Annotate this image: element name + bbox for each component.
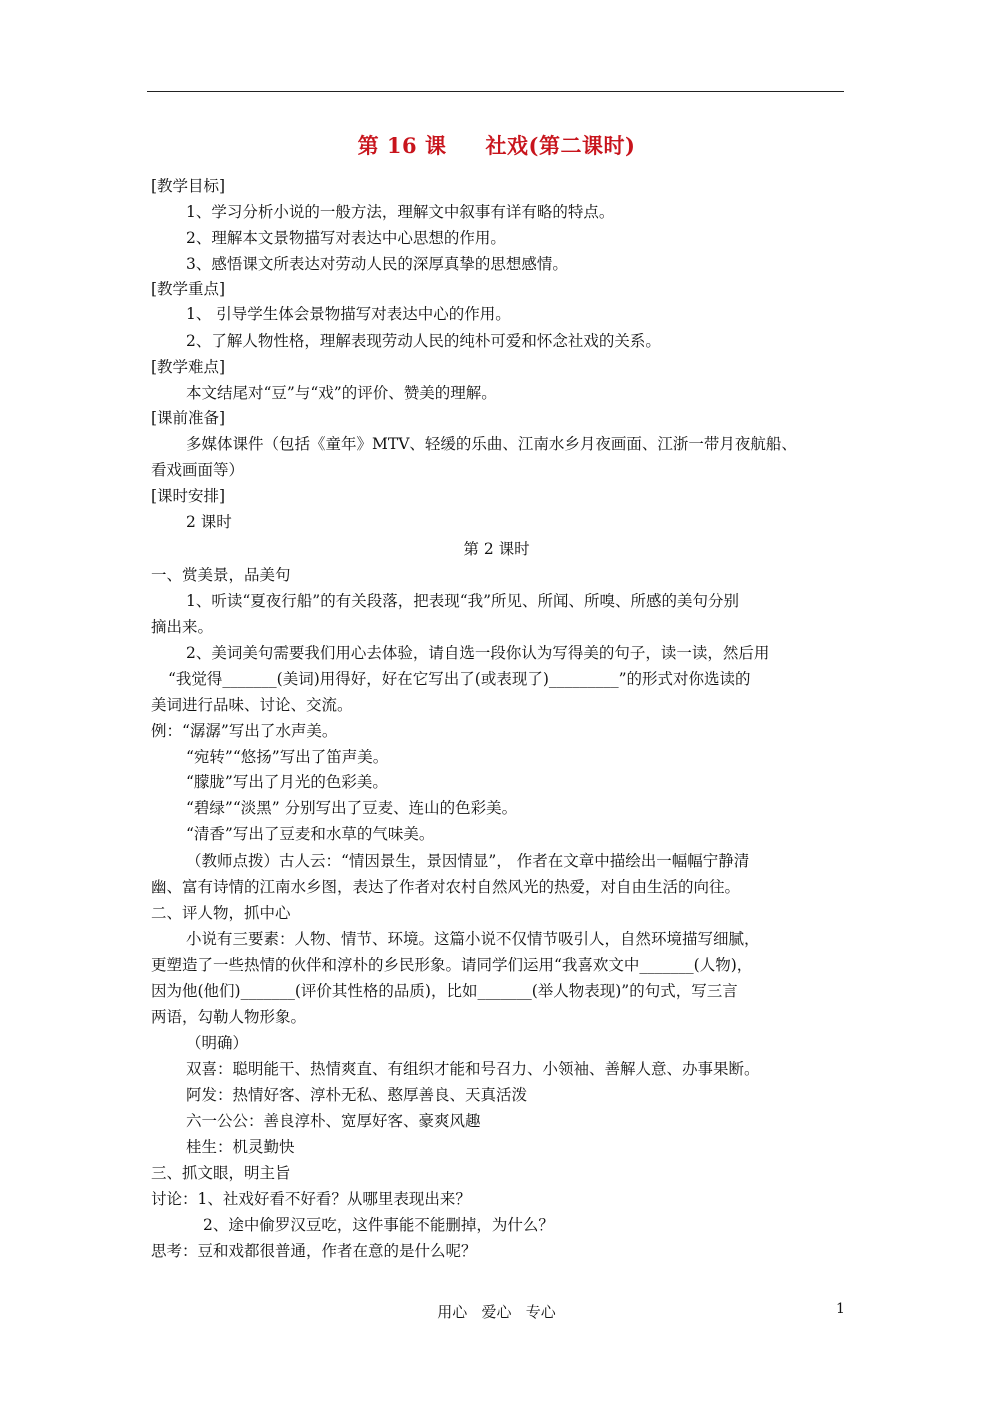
section-heading-objectives: [教学目标] (151, 177, 226, 195)
example-line: “清香”写出了豆麦和水草的气味美。 (186, 825, 435, 843)
character-line: 双喜：聪明能干、热情爽直、有组织才能和号召力、小领袖、善解人意、办事果断。 (186, 1060, 760, 1078)
paragraph-line: 因为他(他们)_______(评价其性格的品质)，比如_______(举人物表现)”的句式，写三言 (151, 982, 738, 1000)
schedule-text: 2 课时 (186, 513, 232, 531)
focus-2: 2、了解人物性格，理解表现劳动人民的纯朴可爱和怀念社戏的关系。 (186, 332, 661, 350)
lesson-period-heading: 第 2 课时 (463, 540, 530, 558)
paragraph-line: （教师点拨）古人云：“情因景生，景因情显”， 作者在文章中描绘出一幅幅宁静清 (186, 852, 750, 870)
preparation-text-cont: 看戏画面等） (151, 461, 245, 479)
paragraph-line: “我觉得_______(美词)用得好，好在它写出了(或表现了)_________”的形式对你选读的 (168, 670, 751, 688)
example-line: 例：“潺潺”写出了水声美。 (151, 722, 338, 740)
discussion-line: 2、途中偷罗汉豆吃，这件事能不能删掉，为什么？ (203, 1216, 554, 1234)
objective-1: 1、学习分析小说的一般方法，理解文中叙事有详有略的特点。 (186, 203, 615, 221)
part-1-heading: 一、赏美景，品美句 (151, 566, 291, 584)
paragraph-line: 小说有三要素：人物、情节、环境。这篇小说不仅情节吸引人，自然环境描写细腻， (186, 930, 760, 948)
lesson-title: 第 16 课 社戏(第二课时) (357, 133, 636, 158)
header-rule (147, 91, 844, 92)
discussion-line: 讨论：1、社戏好看不好看？从哪里表现出来？ (151, 1190, 471, 1208)
focus-1: 1、 引导学生体会景物描写对表达中心的作用。 (186, 305, 511, 323)
section-heading-schedule: [课时安排] (151, 487, 226, 505)
paragraph-line: 1、听读“夏夜行船”的有关段落，把表现“我”所见、所闻、所嗅、所感的美句分别 (186, 592, 740, 610)
character-line: 六一公公：善良淳朴、宽厚好客、豪爽风趣 (186, 1112, 481, 1130)
paragraph-line: 幽、富有诗情的江南水乡图，表达了作者对农村自然风光的热爱，对自由生活的向往。 (151, 878, 741, 896)
example-line: “朦胧”写出了月光的色彩美。 (186, 773, 388, 791)
footer-motto: 用心 爱心 专心 (437, 1303, 556, 1321)
objective-3: 3、感悟课文所表达对劳动人民的深厚真挚的思想感情。 (186, 255, 568, 273)
section-heading-preparation: [课前准备] (151, 409, 226, 427)
section-heading-difficulty: [教学难点] (151, 358, 226, 376)
objective-2: 2、理解本文景物描写对表达中心思想的作用。 (186, 229, 506, 247)
part-2-heading: 二、评人物，抓中心 (151, 904, 291, 922)
character-line: 桂生：机灵勤快 (186, 1138, 295, 1156)
preparation-text: 多媒体课件（包括《童年》MTV、轻缓的乐曲、江南水乡月夜画面、江浙一带月夜航船、 (186, 435, 797, 453)
example-line: “碧绿”“淡黑” 分别写出了豆麦、连山的色彩美。 (186, 799, 518, 817)
paragraph-line: 两语，勾勒人物形象。 (151, 1008, 307, 1026)
page-number: 1 (836, 1301, 845, 1317)
character-line: 阿发：热情好客、淳朴无私、憨厚善良、天真活泼 (186, 1086, 528, 1104)
paragraph-line: 更塑造了一些热情的伙伴和淳朴的乡民形象。请同学们运用“我喜欢文中_______(人物)， (151, 956, 753, 974)
paragraph-line: 2、美词美句需要我们用心去体验，请自选一段你认为写得美的句子，读一读，然后用 (186, 644, 770, 662)
difficulty-text: 本文结尾对“豆”与“戏”的评价、赞美的理解。 (186, 384, 497, 402)
paragraph-line: 美词进行品味、讨论、交流。 (151, 696, 353, 714)
question-line: 思考：豆和戏都很普通，作者在意的是什么呢？ (151, 1242, 477, 1260)
paragraph-line: 摘出来。 (151, 618, 214, 636)
section-heading-focus: [教学重点] (151, 280, 226, 298)
example-line: “宛转”“悠扬”写出了笛声美。 (186, 748, 389, 766)
part-3-heading: 三、抓文眼，明主旨 (151, 1164, 291, 1182)
answer-label: （明确） (186, 1034, 249, 1052)
